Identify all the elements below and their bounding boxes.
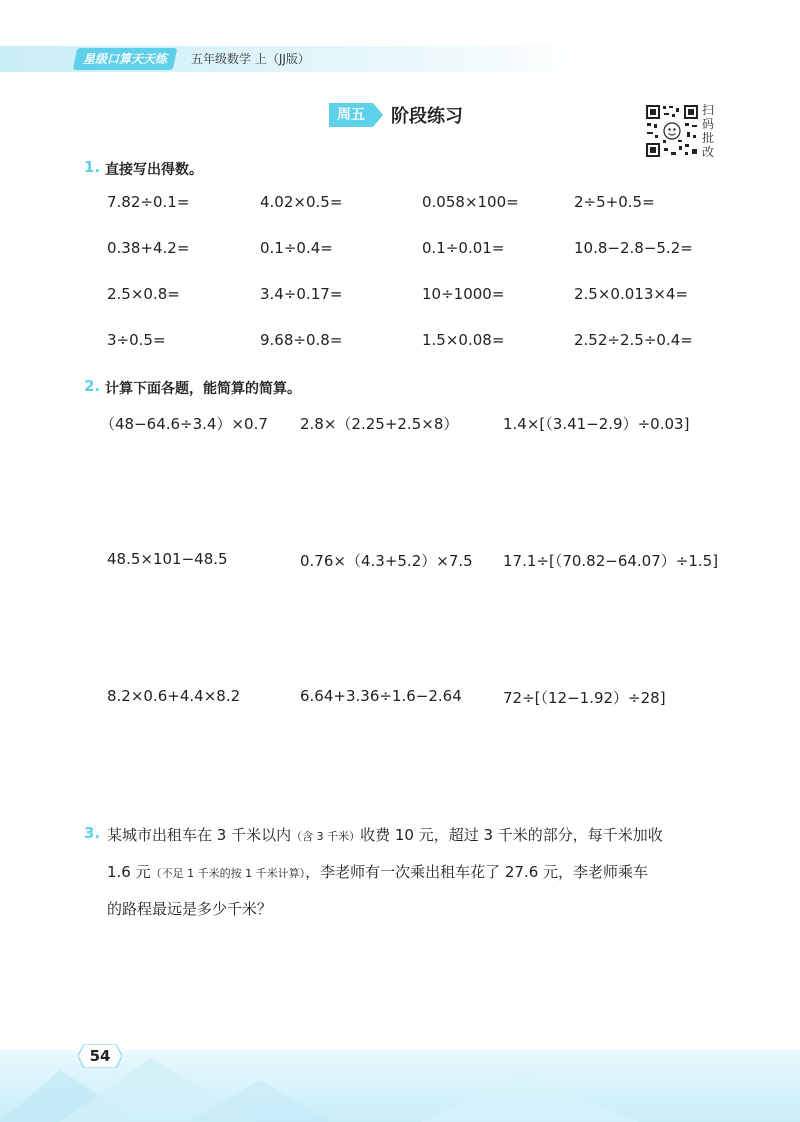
q1-item: 7.82÷0.1= <box>107 193 190 211</box>
q2-item: 17.1÷[（70.82−64.07）÷1.5] <box>503 552 719 570</box>
qr-label-char: 扫 <box>702 103 715 117</box>
qr-label-char: 改 <box>702 145 715 159</box>
q1-item: 2÷5+0.5= <box>574 193 655 211</box>
q1-item: 2.52÷2.5÷0.4= <box>574 331 693 349</box>
qr-code-icon[interactable] <box>645 104 699 158</box>
q1-item: 2.5×0.8= <box>107 285 180 303</box>
section-name: 阶段练习 <box>391 106 463 127</box>
page-number: 54 <box>89 1047 111 1065</box>
section-title <box>329 102 463 128</box>
qr-label-char: 码 <box>702 117 715 131</box>
q3-text: 某城市出租车在 3 千米以内 <box>107 826 292 844</box>
q2-item: 1.4×[（3.41−2.9）÷0.03] <box>503 415 690 433</box>
book-subtitle: 五年级数学 上（JJ版） <box>191 52 310 66</box>
q3-text: ，李老师有一次乘出租车花了 27.6 元，李老师乘车 <box>305 863 649 881</box>
q2-item: 48.5×101−48.5 <box>107 550 228 568</box>
q2-item: 72÷[（12−1.92）÷28] <box>503 689 666 707</box>
q2-item: （48−64.6÷3.4）×0.7 <box>100 415 268 433</box>
series-tag: 星级口算天天练 <box>73 48 178 70</box>
question-1-number: 1. <box>84 158 101 176</box>
q1-item: 0.1÷0.4= <box>260 239 333 257</box>
q1-item: 0.058×100= <box>422 193 519 211</box>
question-2-title: 计算下面各题，能简算的简算。 <box>105 381 301 397</box>
qr-label-char: 批 <box>702 131 715 145</box>
question-3-line-3: 的路程最远是多少千米？ <box>107 900 273 918</box>
q1-item: 0.38+4.2= <box>107 239 190 257</box>
q1-item: 3÷0.5= <box>107 331 166 349</box>
question-3-line-2 <box>107 862 648 884</box>
q2-item: 6.64+3.36÷1.6−2.64 <box>300 687 462 705</box>
question-1-title: 直接写出得数。 <box>105 162 203 178</box>
day-tag: 周五 <box>329 103 373 127</box>
q2-item: 2.8×（2.25+2.5×8） <box>300 415 459 433</box>
q2-item: 0.76×（4.3+5.2）×7.5 <box>300 552 473 570</box>
q3-note: （不足 1 千米的按 1 千米计算） <box>150 867 306 880</box>
question-3-number: 3. <box>84 824 101 842</box>
q1-item: 0.1÷0.01= <box>422 239 505 257</box>
q1-item: 3.4÷0.17= <box>260 285 343 303</box>
q1-item: 1.5×0.08= <box>422 331 505 349</box>
q3-text: 收费 10 元，超过 3 千米的部分，每千米加收 <box>360 826 663 844</box>
question-3-line-1 <box>107 825 663 847</box>
q1-item: 4.02×0.5= <box>260 193 343 211</box>
q1-item: 2.5×0.013×4= <box>574 285 689 303</box>
question-2-number: 2. <box>84 377 101 395</box>
q3-note: （含 3 千米） <box>291 830 361 843</box>
q3-text: 1.6 元 <box>107 863 151 881</box>
q1-item: 10.8−2.8−5.2= <box>574 239 693 257</box>
qr-label <box>702 103 716 159</box>
q2-item: 8.2×0.6+4.4×8.2 <box>107 687 241 705</box>
q1-item: 10÷1000= <box>422 285 505 303</box>
q1-item: 9.68÷0.8= <box>260 331 343 349</box>
